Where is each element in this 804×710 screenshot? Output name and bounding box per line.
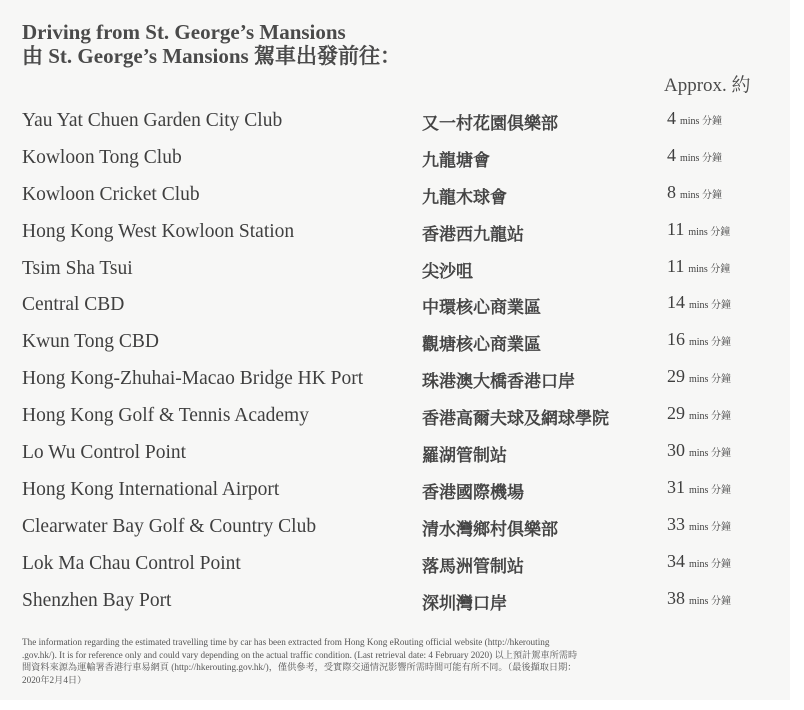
travel-time-unit: mins 分鐘 bbox=[689, 337, 731, 349]
travel-time-unit: mins 分鐘 bbox=[680, 189, 722, 201]
destination-name-en: Yau Yat Chuen Garden City Club bbox=[22, 110, 283, 131]
travel-time-minutes: 4 bbox=[667, 108, 676, 128]
destination-row bbox=[22, 473, 782, 510]
destination-name-en: Hong Kong Golf & Tennis Academy bbox=[22, 405, 309, 427]
destination-name-en: Central CBD bbox=[22, 294, 125, 316]
destination-row bbox=[22, 510, 782, 547]
destination-row bbox=[22, 104, 782, 141]
travel-time-minutes: 11 bbox=[667, 255, 685, 276]
destination-name-en: Shenzhen Bay Port bbox=[22, 589, 172, 611]
travel-time-minutes: 4 bbox=[667, 144, 676, 165]
destination-row bbox=[22, 436, 782, 473]
travel-time bbox=[667, 145, 722, 166]
destination-name-zh: 珠港澳大橋香港口岸 bbox=[422, 372, 575, 393]
travel-time-unit: mins 分鐘 bbox=[689, 411, 731, 423]
travel-time-unit: mins 分鐘 bbox=[688, 226, 731, 238]
destination-name-zh: 香港西九龍站 bbox=[422, 224, 524, 245]
destination-name-zh: 香港高爾夫球及網球學院 bbox=[422, 409, 609, 430]
travel-time bbox=[667, 551, 731, 572]
travel-time-minutes: 34 bbox=[667, 550, 685, 571]
footnote-line: The information regarding the estimated travelling time by car has been extracted from Hong Kong eRouting official website (http://hkerouting bbox=[22, 637, 550, 647]
travel-time bbox=[667, 329, 731, 350]
travel-time-unit: mins 分鐘 bbox=[680, 152, 722, 164]
destination-name-en: Kowloon Cricket Club bbox=[22, 183, 200, 205]
title-english: Driving from St. George’s Mansions bbox=[22, 20, 346, 44]
destination-name-zh: 九龍木球會 bbox=[422, 187, 507, 208]
travel-time-unit: mins 分鐘 bbox=[680, 116, 722, 127]
travel-time bbox=[667, 292, 731, 313]
destination-name-en: Lok Ma Chau Control Point bbox=[22, 552, 241, 574]
destination-name-en: Kowloon Tong Club bbox=[22, 146, 182, 168]
destination-name-zh: 尖沙咀 bbox=[422, 261, 473, 282]
travel-time bbox=[667, 477, 731, 498]
travel-time-unit: mins 分鐘 bbox=[689, 521, 731, 533]
travel-time bbox=[667, 403, 731, 424]
destination-name-en: Hong Kong West Kowloon Station bbox=[22, 220, 295, 242]
travel-time-minutes: 8 bbox=[667, 181, 676, 202]
travel-time-unit: mins 分鐘 bbox=[689, 595, 731, 607]
travel-time-minutes: 33 bbox=[667, 513, 685, 534]
destination-row bbox=[22, 178, 782, 215]
travel-time bbox=[667, 440, 731, 461]
travel-time-minutes: 11 bbox=[667, 218, 685, 239]
travel-time-minutes: 16 bbox=[667, 329, 685, 350]
travel-time bbox=[667, 588, 731, 609]
page-title bbox=[22, 20, 401, 68]
travel-time bbox=[667, 108, 722, 129]
travel-time-minutes: 30 bbox=[667, 440, 685, 461]
travel-time-minutes: 14 bbox=[667, 292, 685, 313]
title-chinese: 由 St. George’s Mansions 駕車出發前往： bbox=[22, 44, 401, 68]
footnote-line: .gov.hk/). It is for reference only and could vary depending on the actual traffic condition. (Last retrieval date: 4 February 2020) 以上預計駕車所需時 bbox=[22, 649, 578, 660]
destination-row bbox=[22, 399, 782, 436]
travel-time bbox=[667, 256, 730, 277]
destination-name-en: Lo Wu Control Point bbox=[22, 442, 187, 464]
destination-row bbox=[22, 584, 782, 621]
travel-time-unit: mins 分鐘 bbox=[689, 484, 731, 496]
destination-name-zh: 香港國際機場 bbox=[422, 482, 524, 503]
destination-name-zh: 又一村花園俱樂部 bbox=[422, 114, 558, 134]
destination-name-en: Tsim Sha Tsui bbox=[22, 257, 133, 279]
destination-name-zh: 羅湖管制站 bbox=[422, 446, 507, 467]
destination-row bbox=[22, 252, 782, 289]
destination-name-en: Kwun Tong CBD bbox=[22, 331, 159, 353]
destination-row bbox=[22, 215, 782, 252]
destination-name-zh: 中環核心商業區 bbox=[422, 298, 541, 319]
destination-row bbox=[22, 362, 782, 399]
destination-row bbox=[22, 288, 782, 325]
travel-time bbox=[667, 219, 730, 240]
travel-time-minutes: 29 bbox=[667, 403, 685, 424]
travel-time bbox=[667, 514, 731, 535]
destinations-list bbox=[22, 104, 782, 620]
travel-time-minutes: 29 bbox=[667, 366, 685, 387]
destination-name-en: Clearwater Bay Golf & Country Club bbox=[22, 515, 317, 537]
destination-row bbox=[22, 547, 782, 584]
footnote-line: 2020年2月4日） bbox=[22, 674, 87, 685]
footnote-line: 間資料來源為運輸署香港行車易網頁 (http://hkerouting.gov.hk/)，僅供參考，受實際交通情況影響所需時間可能有所不同。（最後擷取日期： bbox=[22, 662, 577, 672]
travel-time-minutes: 38 bbox=[667, 587, 685, 608]
destination-name-en: Hong Kong-Zhuhai-Macao Bridge HK Port bbox=[22, 368, 364, 390]
destination-name-zh: 清水灣鄉村俱樂部 bbox=[422, 519, 558, 540]
destination-name-zh: 九龍塘會 bbox=[422, 150, 490, 171]
page-margin bbox=[790, 0, 804, 710]
travel-time-unit: mins 分鐘 bbox=[689, 374, 731, 386]
travel-time bbox=[667, 182, 722, 203]
destination-name-zh: 觀塘核心商業區 bbox=[422, 335, 541, 356]
travel-time bbox=[667, 366, 731, 387]
travel-time-unit: mins 分鐘 bbox=[689, 558, 731, 570]
travel-time-minutes: 31 bbox=[667, 476, 685, 497]
destination-name-en: Hong Kong International Airport bbox=[22, 478, 280, 500]
travel-time-unit: mins 分鐘 bbox=[688, 263, 731, 275]
travel-time-unit: mins 分鐘 bbox=[689, 300, 731, 312]
destination-name-zh: 深圳灣口岸 bbox=[422, 593, 507, 614]
footnote bbox=[22, 636, 742, 686]
destination-row bbox=[22, 141, 782, 178]
destination-row bbox=[22, 325, 782, 362]
destination-name-zh: 落馬洲管制站 bbox=[422, 556, 524, 577]
travel-time-unit: mins 分鐘 bbox=[689, 448, 731, 460]
approx-column-header: Approx. 約 bbox=[664, 75, 751, 96]
